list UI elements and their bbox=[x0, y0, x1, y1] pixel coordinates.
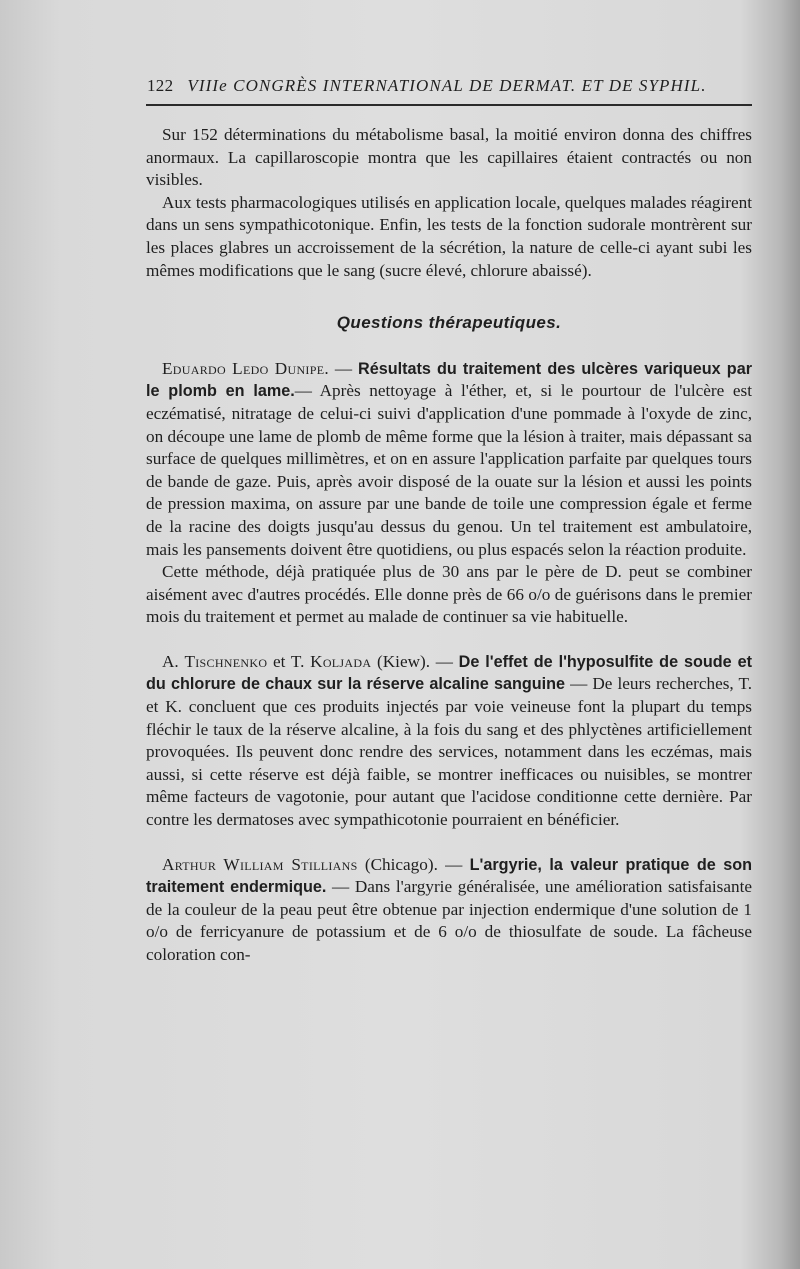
article-tischnenko-koljada bbox=[146, 651, 752, 832]
article-title: Résultats du traitement des ulcères variqueux par le plomb en lame. bbox=[146, 359, 752, 401]
paragraph: Aux tests pharmacologiques utilisés en application locale, quelques malades réagirent dans un sens sympathicotonique. Enfin, les tests de la fonction sudorale montrèrent sur les places glabres un accroissement de la sécrétion, la nature de celle-ci ayant subi les mêmes modifications que le sang (sucre élevé, chlorure abaissé). bbox=[146, 192, 752, 280]
section-title: Questions thérapeutiques. bbox=[336, 313, 562, 333]
article-stillians bbox=[146, 854, 752, 967]
spacer bbox=[146, 629, 752, 651]
page-number: 122 bbox=[147, 76, 174, 95]
article-title: L'argyrie, la valeur pratique de son traitement endermique. bbox=[146, 855, 752, 897]
header-rule bbox=[146, 104, 752, 106]
article-authors: Arthur William Stillians bbox=[162, 854, 358, 874]
article-dash: — bbox=[430, 651, 459, 671]
article-author-joiner: et T. bbox=[267, 651, 311, 671]
running-title: VIIIe CONGRÈS INTERNATIONAL DE DERMAT. ET DE SYPHIL. bbox=[187, 76, 707, 95]
article-author-initial: A. bbox=[162, 651, 185, 671]
article-dash: — bbox=[328, 358, 358, 378]
article-authors: Eduardo Ledo Dunipe. bbox=[162, 358, 329, 378]
article-place: (Kiew). bbox=[371, 651, 431, 671]
article-author: Koljada bbox=[310, 651, 372, 671]
article-author: Tischnenko bbox=[184, 651, 268, 671]
article-body: — Après nettoyage à l'éther, et, si le pourtour de l'ulcère est eczématisé, nitratage de celui-ci suivi d'application d'une pommade à l'oxyde de zinc, on découpe une lame de plomb de même forme que la lésion à traiter, mais dépassant sa surface de quelques millimètres, et on en assure l'application parfaite par quelques tours de bande de gaze. Puis, après avoir disposé de la ouate sur la lésion et aussi les points de pression maxima, on assure par une bande de toile une compression égale et ferme de la racine des doigts jusqu'au dessus du genou. Un tel traitement est ambulatoire, mais les pansements doivent être quotidiens, ou plus espacés selon la réaction produite. bbox=[146, 381, 752, 559]
running-header bbox=[147, 76, 753, 96]
article-dash: — bbox=[437, 854, 470, 874]
article-place: (Chicago). bbox=[357, 854, 438, 874]
page-body bbox=[146, 124, 752, 967]
paragraph: Sur 152 déterminations du métabolisme basal, la moitié environ donna des chiffres anormaux. La capillaroscopie montra que les capillaires étaient contractés ou non visibles. bbox=[146, 125, 752, 190]
article-ledo-dunipe bbox=[146, 358, 752, 561]
article-ledo-dunipe-continued: Cette méthode, déjà pratiquée plus de 30 ans par le père de D. peut se combiner aisément avec d'autres procédés. Elle donne près de 66 o/o de guérisons dans le premier mois du traitement et permet au malade de continuer sa vie habituelle. bbox=[146, 562, 752, 627]
spacer bbox=[146, 832, 752, 854]
article-body: — De leurs recherches, T. et K. concluent que ces produits injectés par voie veineuse font la plupart du temps fléchir le taux de la réserve alcaline, à la fois du sang et des phlyctènes artificiellement provoquées. Ils peuvent donc rendre des services, notamment dans les eczémas, mais aussi, si cette réserve est déjà faible, se montrer inefficaces ou nuisibles, se montrer même facteurs de vagotonie, pour autant que l'acidose conditionne cette dernière. Par contre les dermatoses avec sympathicotonie pourraient en bénéficier. bbox=[146, 674, 752, 830]
article-title: De l'effet de l'hyposulfite de soude et du chlorure de chaux sur la réserve alcaline sanguine bbox=[146, 652, 753, 694]
article-body: — Dans l'argyrie généralisée, une amélioration satisfaisante de la couleur de la peau peut être obtenue par injection endermique d'une solution de 1 o/o de ferricyanure de potassium et de 6 o/o de thiosulfate de soude. La fâcheuse coloration con- bbox=[146, 877, 752, 964]
